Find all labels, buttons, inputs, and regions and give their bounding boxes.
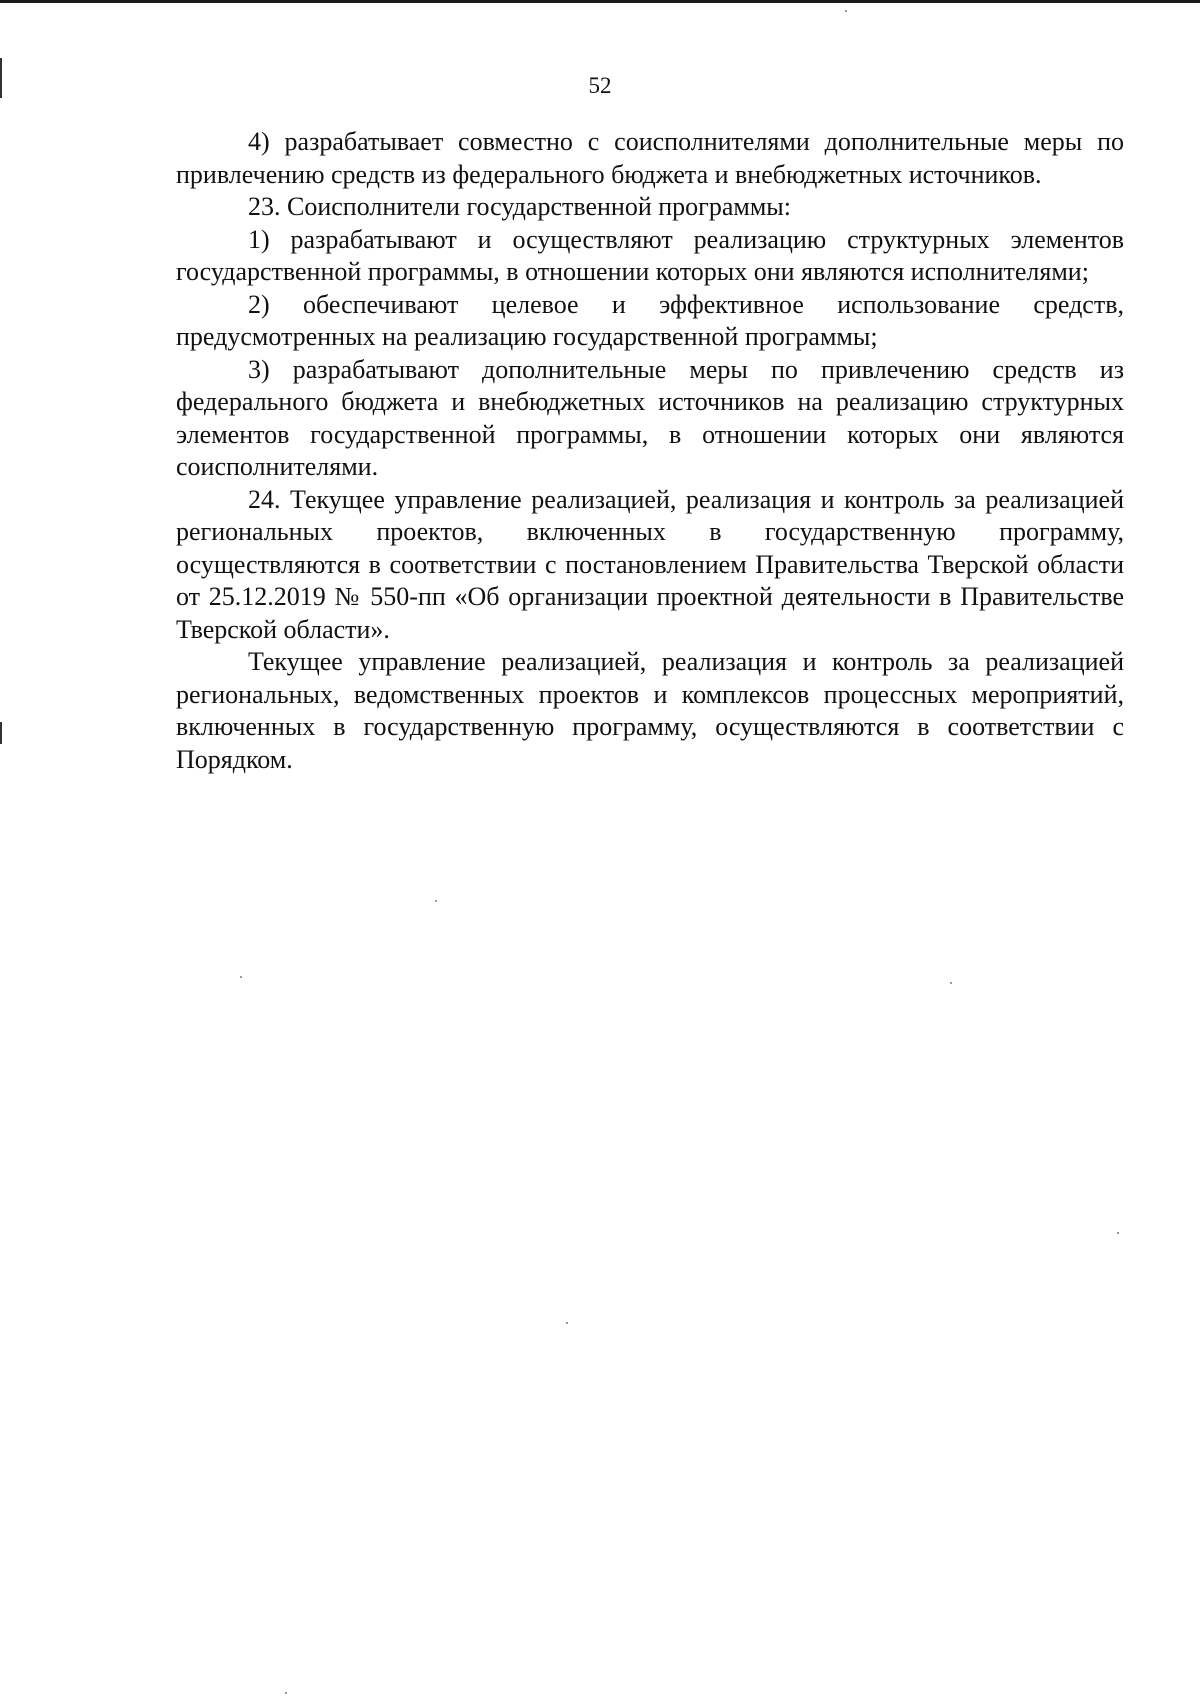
- scan-speck: [285, 1692, 287, 1694]
- scan-speck: [950, 982, 952, 984]
- scan-top-border: [0, 0, 1200, 3]
- paragraph-item-1: 1) разрабатывают и осуществляют реализацию структурных элементов государственной программы, в отношении которых они являются исполнителями;: [176, 224, 1124, 286]
- scan-left-mark: [0, 722, 2, 744]
- document-body: [176, 126, 1124, 776]
- scan-speck: [845, 10, 847, 12]
- scan-speck: [566, 1322, 568, 1324]
- scan-speck: [240, 976, 242, 978]
- paragraph-current-management: Текущее управление реализацией, реализация и контроль за реализацией региональных, ведомственных проектов и комплексов процессных мероприятий, включенных в государственную программу, осуществляются в соответствии с Порядком.: [176, 647, 1124, 774]
- paragraph-section-23: 23. Соисполнители государственной программы:: [248, 192, 791, 221]
- paragraph-item-2: 2) обеспечивают целевое и эффективное использование средств, предусмотренных на реализацию государственной программы;: [176, 289, 1124, 351]
- paragraph-item-3: 3) разрабатывают дополнительные меры по привлечению средств из федерального бюджета и внебюджетных источников на реализацию структурных элементов государственной программы, в отношении которых они являются соисполнителями.: [176, 354, 1124, 481]
- paragraph-section-24: 24. Текущее управление реализацией, реализация и контроль за реализацией региональных проектов, включенных в государственную программу, осуществляются в соответствии с постановлением Правительства Тверской области от 25.12.2019 № 550-пп «Об организации проектной деятельности в Правительстве Тверской области».: [176, 484, 1124, 644]
- page-number: 52: [588, 73, 612, 98]
- scan-speck: [435, 900, 437, 902]
- scan-speck: [1117, 1232, 1119, 1234]
- paragraph-item-4: 4) разрабатывает совместно с соисполнителями дополнительные меры по привлечению средств из федерального бюджета и внебюджетных источников.: [176, 127, 1124, 189]
